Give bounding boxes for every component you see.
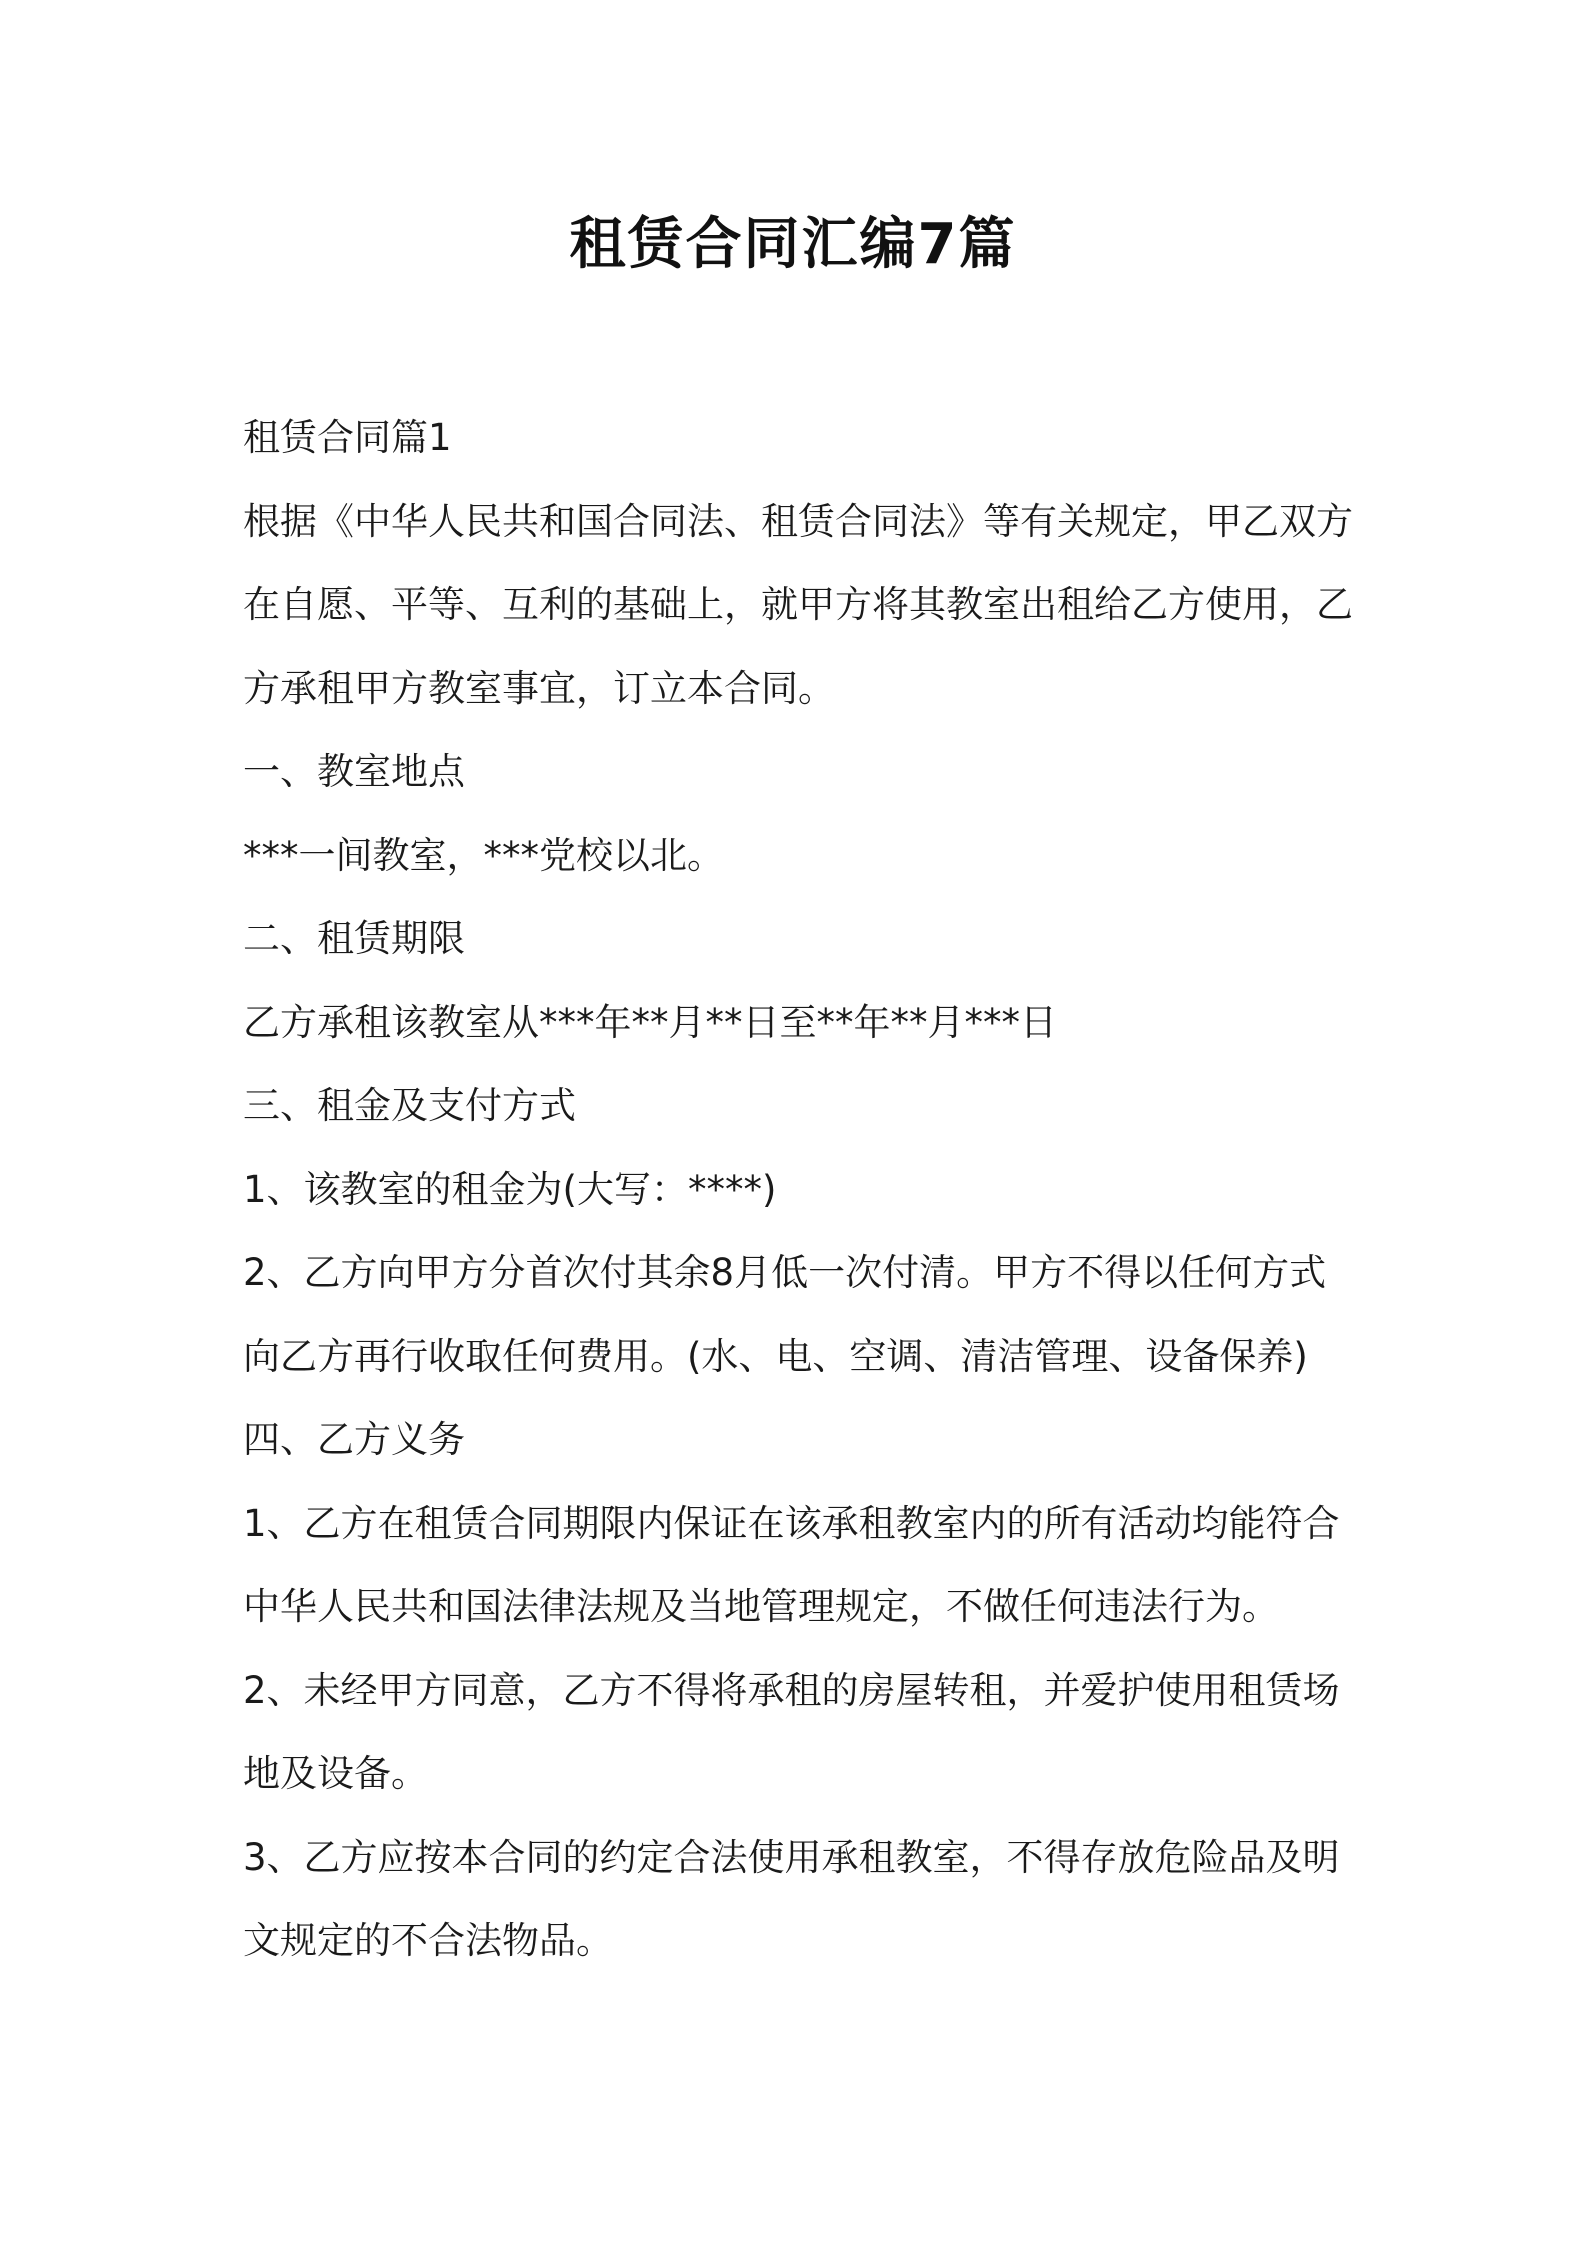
section-heading-part-1: 租赁合同篇1	[243, 416, 452, 459]
paragraph-line: 2、未经甲方同意，乙方不得将承租的房屋转租，并爱护使用租赁场	[243, 1668, 1340, 1712]
paragraph-line: 地及设备。	[243, 1752, 428, 1795]
paragraph-line: 根据《中华人民共和国合同法、租赁合同法》等有关规定，甲乙双方	[243, 499, 1353, 543]
section-heading-obligations: 四、乙方义务	[243, 1418, 465, 1461]
paragraph-line: 1、乙方在租赁合同期限内保证在该承租教室内的所有活动均能符合	[243, 1501, 1340, 1545]
paragraph-line: 中华人民共和国法律法规及当地管理规定，不做任何违法行为。	[243, 1585, 1279, 1628]
paragraph-line: 1、该教室的租金为(大写：****)	[243, 1167, 777, 1211]
paragraph-line: 向乙方再行收取任何费用。(水、电、空调、清洁管理、设备保养)	[243, 1334, 1308, 1378]
section-heading-location: 一、教室地点	[243, 750, 465, 793]
section-heading-term: 二、租赁期限	[243, 917, 465, 960]
paragraph-line: ***一间教室，***党校以北。	[243, 833, 724, 877]
document-body	[243, 396, 1353, 1983]
paragraph-line: 方承租甲方教室事宜，订立本合同。	[243, 666, 835, 710]
paragraph-line: 3、乙方应按本合同的约定合法使用承租教室，不得存放危险品及明	[243, 1835, 1340, 1879]
paragraph-line: 乙方承租该教室从***年**月**日至**年**月***日	[243, 1000, 1057, 1044]
paragraph-line: 2、乙方向甲方分首次付其余8月低一次付清。甲方不得以任何方式	[243, 1251, 1327, 1294]
paragraph-line: 在自愿、平等、互利的基础上，就甲方将其教室出租给乙方使用，乙	[243, 583, 1353, 626]
paragraph-line: 文规定的不合法物品。	[243, 1919, 613, 1962]
section-heading-rent: 三、租金及支付方式	[243, 1084, 576, 1127]
document-title: 租赁合同汇编7篇	[569, 212, 1017, 277]
